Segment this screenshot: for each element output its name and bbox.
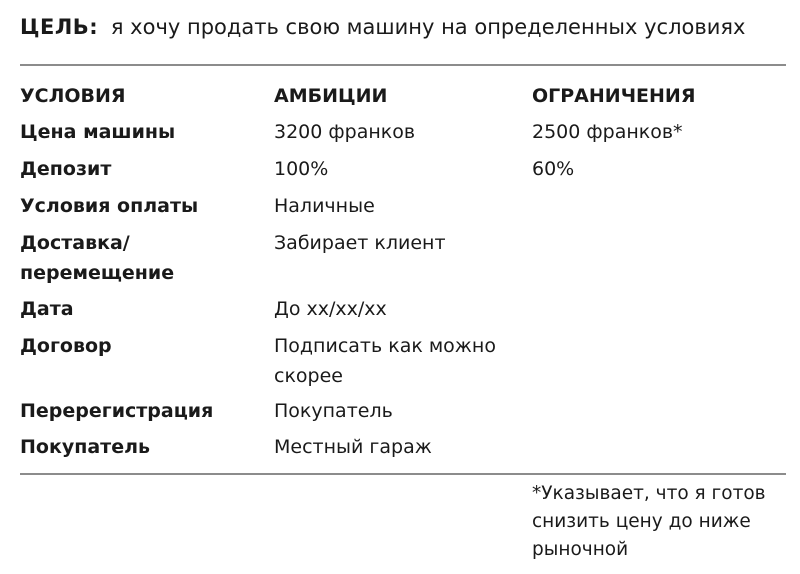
ambition-cell: Местный гараж: [274, 436, 432, 458]
footnote: *Указывает, что я готов снизить цену до ниже рыночной: [532, 483, 766, 560]
term-cell: Цена машины: [20, 121, 176, 143]
term-cell: Условия оплаты: [20, 195, 199, 217]
ambition-cell: До хх/хх/хх: [274, 298, 387, 320]
goal-text: я хочу продать свою машину на определенных условиях: [110, 15, 746, 39]
ambition-cell: 3200 франков: [274, 121, 416, 143]
goal-line: [20, 14, 745, 40]
term-cell: Покупатель: [20, 436, 151, 458]
limit-cell: 2500 франков*: [532, 121, 683, 143]
ambition-cell: Наличные: [274, 195, 375, 217]
ambition-cell: 100%: [274, 158, 329, 180]
goal-label: ЦЕЛЬ:: [20, 15, 99, 39]
column-header-ambitions: АМБИЦИИ: [274, 85, 388, 107]
ambition-cell: Подписать как можно скорее: [274, 335, 496, 387]
term-cell: Доставка/ перемещение: [20, 232, 175, 284]
limit-cell: 60%: [532, 158, 575, 180]
ambition-cell: Забирает клиент: [274, 232, 446, 254]
column-header-limits: ОГРАНИЧЕНИЯ: [532, 85, 696, 107]
term-cell: Перерегистрация: [20, 400, 214, 422]
term-cell: Дата: [20, 298, 74, 320]
term-cell: Договор: [20, 335, 112, 357]
term-cell: Депозит: [20, 158, 112, 180]
top-divider: [20, 64, 786, 66]
bottom-divider: [20, 473, 786, 475]
ambition-cell: Покупатель: [274, 400, 393, 422]
column-header-terms: УСЛОВИЯ: [20, 85, 126, 107]
